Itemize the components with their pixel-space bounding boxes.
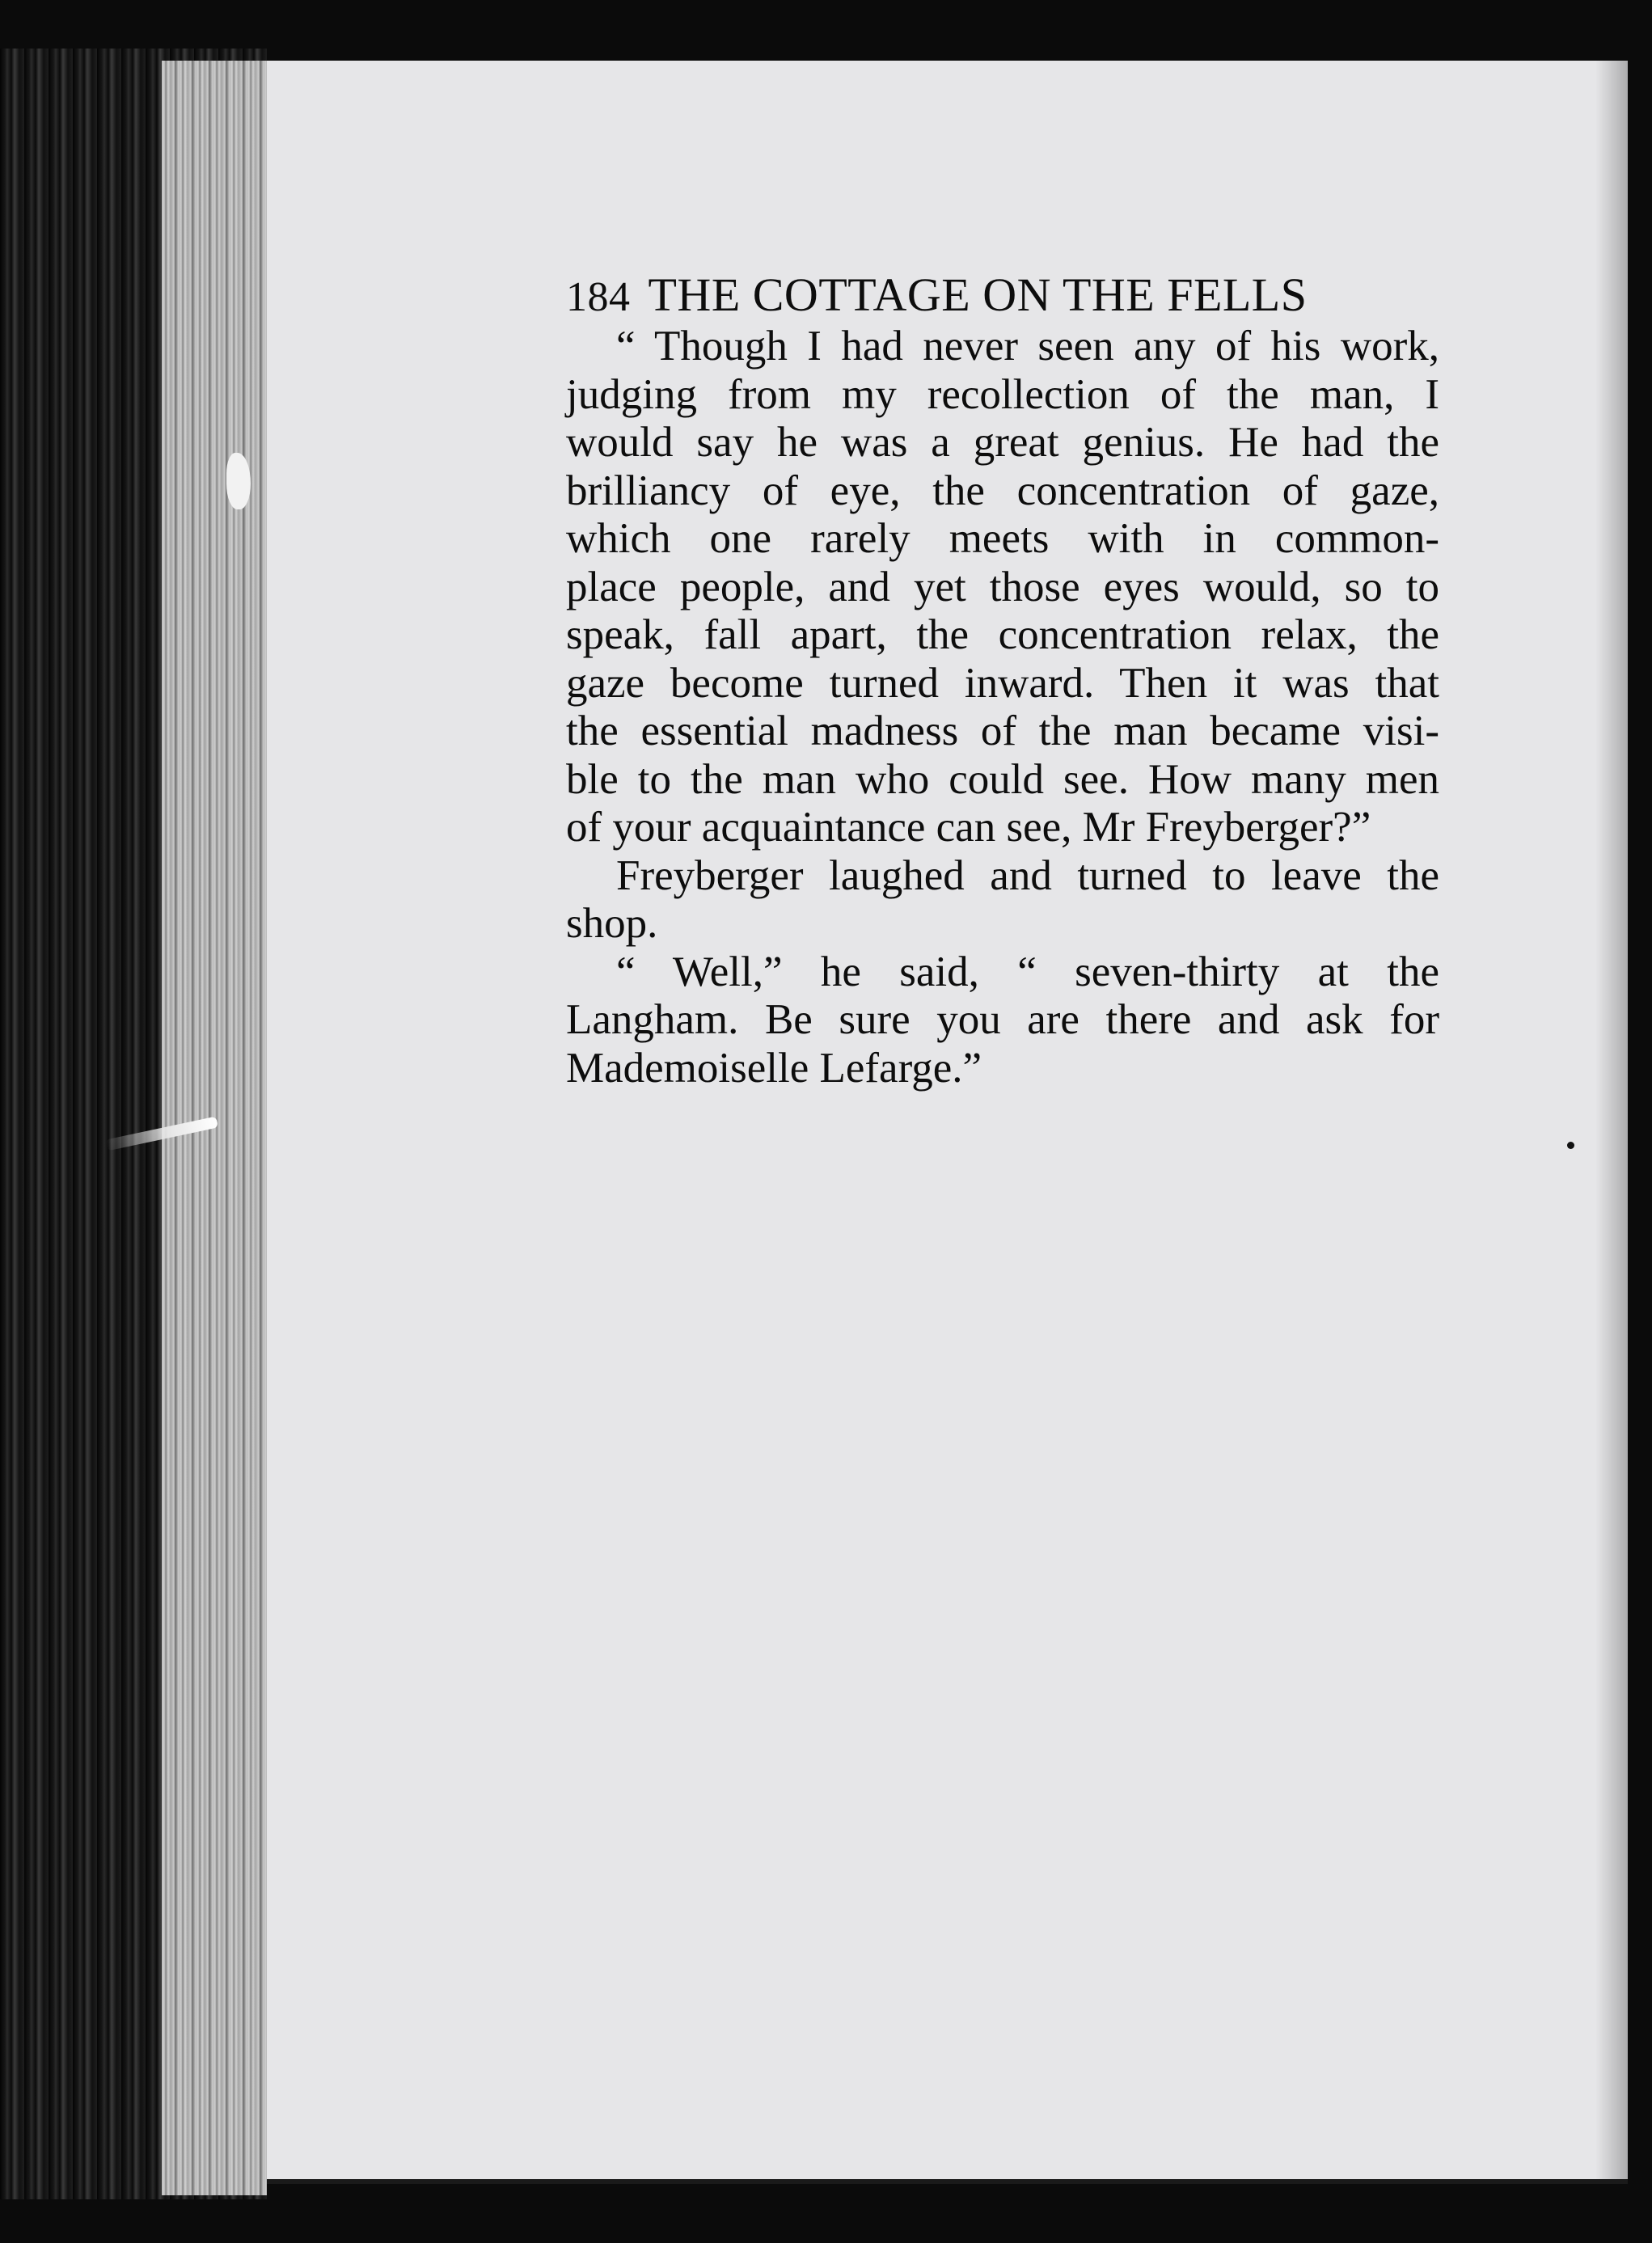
text-line: gaze become turned inward. Then it was that <box>566 659 1439 707</box>
paragraph <box>566 852 1439 948</box>
page-number: 184 <box>566 274 631 320</box>
text-line: “ Though I had never seen any of his work, <box>616 323 1439 370</box>
running-head-title: THE COTTAGE ON THE FELLS <box>648 268 1308 321</box>
paragraph <box>566 323 1439 852</box>
text-line: ble to the man who could see. How many men <box>566 755 1439 803</box>
running-header <box>566 267 1439 326</box>
text-line: place people, and yet those eyes would, so to <box>566 563 1439 610</box>
text-line: would say he was a great genius. He had the <box>566 419 1439 466</box>
page-text <box>566 267 1439 1092</box>
text-line: brilliancy of eye, the concentration of gaze, <box>566 467 1439 514</box>
text-line: speak, fall apart, the concentration relax, the <box>566 611 1439 658</box>
text-line: Freyberger laughed and turned to leave the <box>616 851 1439 899</box>
text-line: “ Well,” he said, “ seven-thirty at the <box>616 948 1439 995</box>
text-line: Mademoiselle Lefarge.” <box>566 1044 982 1092</box>
text-line: which one rarely meets with in common- <box>566 515 1439 562</box>
text-line: Langham. Be sure you are there and ask for <box>566 996 1439 1043</box>
page-shadow <box>1595 61 1628 2179</box>
text-line: shop. <box>566 900 658 947</box>
paragraph <box>566 948 1439 1093</box>
text-line: of your acquaintance can see, Mr Freyberger?” <box>566 804 1371 851</box>
text-line: the essential madness of the man became visi- <box>566 708 1439 754</box>
text-line: judging from my recollection of the man, I <box>566 370 1439 418</box>
scan-speck <box>1567 1142 1574 1149</box>
